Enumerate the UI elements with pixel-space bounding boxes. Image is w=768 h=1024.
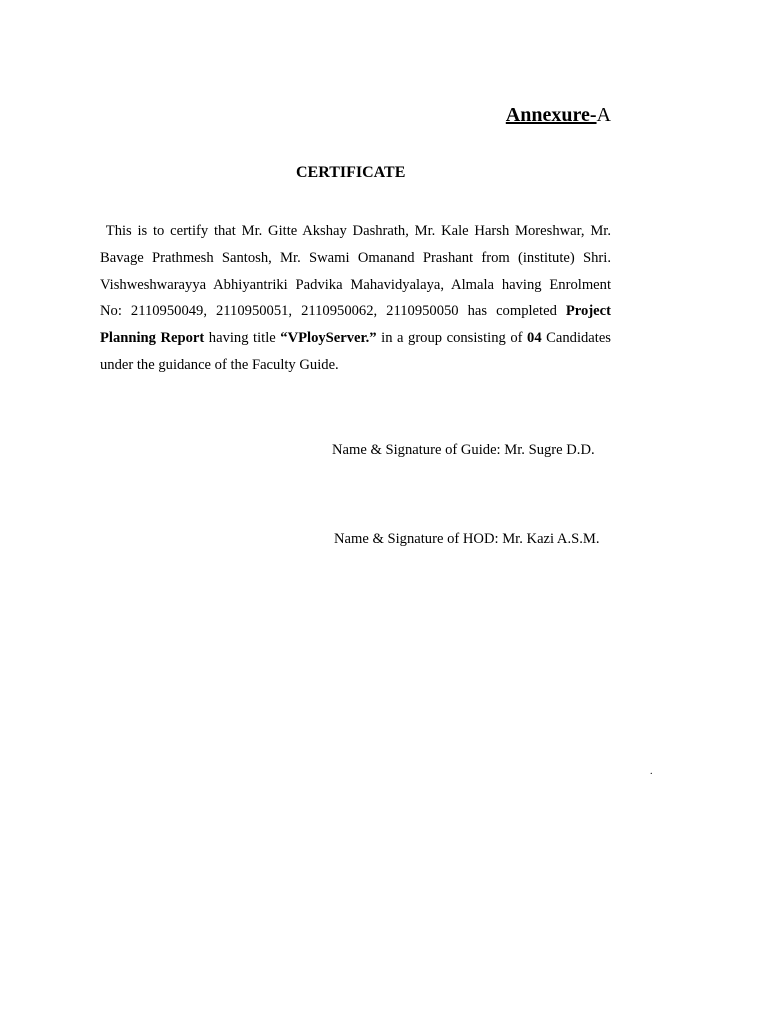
guide-signature-line: Name & Signature of Guide: Mr. Sugre D.D. [332,442,595,458]
hod-signature-line: Name & Signature of HOD: Mr. Kazi A.S.M. [334,531,600,547]
body-text-4: Candidates under the guidance of the Faculty Guide. [100,330,611,373]
annexure-heading [506,102,611,128]
report-type: Project Planning Report [100,303,611,347]
body-text-1: This is to certify that Mr. Gitte Akshay Dashrath, Mr. Kale Harsh Moreshwar, Mr. Bavage Prathmesh Santosh, Mr. Swami Omanand Prashant from (institute) Shri. Vishweshwarayya Abhiyantriki Padvika Mahavidyalaya, Almala having Enrolment No: 2110950049, 2110950051, 2110950062, 2110950050 has completed [100,223,611,320]
project-title: “VPloyServer.” [280,330,377,347]
body-text-3: in a group consisting of [376,330,528,347]
annexure-label: Annexure- [505,104,597,126]
group-size: 04 [527,330,542,347]
body-text-2: having title [204,330,281,347]
certificate-body [100,218,611,379]
annexure-letter: A [596,104,611,126]
footer-mark: . [650,766,653,777]
certificate-title: CERTIFICATE [296,164,406,181]
